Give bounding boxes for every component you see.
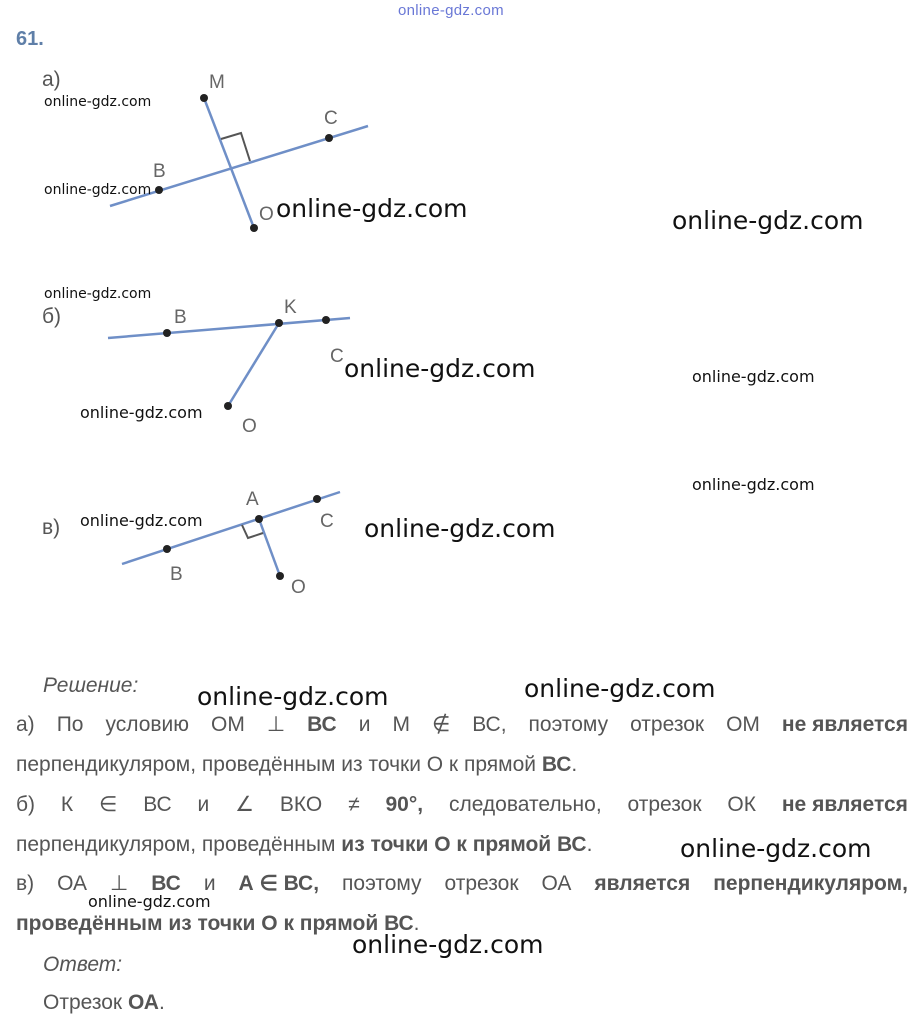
label-b-v: B xyxy=(170,564,183,585)
watermark: online-gdz.com xyxy=(276,194,468,223)
right-angle-mark-v xyxy=(242,525,263,538)
watermark: online-gdz.com xyxy=(524,674,716,703)
point-c-a xyxy=(325,134,333,142)
segment-oa-v xyxy=(259,519,280,576)
figure-v xyxy=(122,489,340,598)
figure-a-label: а) xyxy=(42,68,61,91)
label-m: M xyxy=(209,72,225,93)
label-k: K xyxy=(284,297,297,318)
watermark: online-gdz.com xyxy=(344,354,536,383)
label-o-v: O xyxy=(291,577,306,598)
label-o-a: O xyxy=(259,204,274,225)
point-b-b xyxy=(163,329,171,337)
point-m xyxy=(200,94,208,102)
point-a xyxy=(255,515,263,523)
watermark: online-gdz.com xyxy=(44,182,152,198)
label-c-a: C xyxy=(324,108,338,129)
solution-heading: Решение: xyxy=(43,674,139,697)
label-a: A xyxy=(246,489,259,510)
label-c-v: C xyxy=(320,511,334,532)
solution-v-line2: проведённым из точки О к прямой ВС. xyxy=(16,912,420,935)
watermark: online-gdz.com xyxy=(680,834,872,863)
point-c-v xyxy=(313,495,321,503)
watermark: online-gdz.com xyxy=(44,94,152,110)
answer-heading: Ответ: xyxy=(43,953,123,976)
solution-a-line1: а) По условию ОМ ⊥ ВС и М ∉ ВС, поэтому отрезок ОМ не является xyxy=(16,713,908,736)
point-o-v xyxy=(276,572,284,580)
watermark: online-gdz.com xyxy=(80,403,203,422)
label-b-b: B xyxy=(174,307,187,328)
watermark: online-gdz.com xyxy=(88,892,211,911)
figure-b-label: б) xyxy=(42,305,62,328)
watermark: online-gdz.com xyxy=(364,514,556,543)
solution-b-line1: б) К ∈ ВС и ∠ ВКО ≠ 90°, следовательно, отрезок ОК не является xyxy=(16,793,908,816)
figure-v-label: в) xyxy=(42,516,61,539)
watermark: online-gdz.com xyxy=(80,511,203,530)
segment-ok-b xyxy=(228,323,279,406)
answer-text: Отрезок ОА. xyxy=(43,991,165,1014)
point-b-a xyxy=(155,186,163,194)
label-o-b: O xyxy=(242,416,257,437)
watermark: online-gdz.com xyxy=(692,367,815,386)
watermark: online-gdz.com xyxy=(352,930,544,959)
watermark: online-gdz.com xyxy=(692,475,815,494)
solution-b-line2: перпендикуляром, проведённым из точки О к прямой ВС. xyxy=(16,833,593,856)
watermark: online-gdz.com xyxy=(672,206,864,235)
label-b-a: B xyxy=(153,161,166,182)
solution-a-line2: перпендикуляром, проведённым из точки О к прямой ВС. xyxy=(16,753,578,776)
watermark: online-gdz.com xyxy=(197,682,389,711)
point-o-a xyxy=(250,224,258,232)
line-bc-b xyxy=(108,318,350,338)
solution-v-line1: в) ОА ⊥ ВС и А ∈ ВС, поэтому отрезок ОА является перпендикуляром, xyxy=(16,872,908,895)
site-url[interactable]: online-gdz.com xyxy=(398,2,504,19)
label-c-b: C xyxy=(330,346,344,367)
point-o-b xyxy=(224,402,232,410)
task-number: 61. xyxy=(16,28,44,50)
point-k xyxy=(275,319,283,327)
watermark: online-gdz.com xyxy=(44,286,152,302)
point-c-b xyxy=(322,316,330,324)
point-b-v xyxy=(163,545,171,553)
